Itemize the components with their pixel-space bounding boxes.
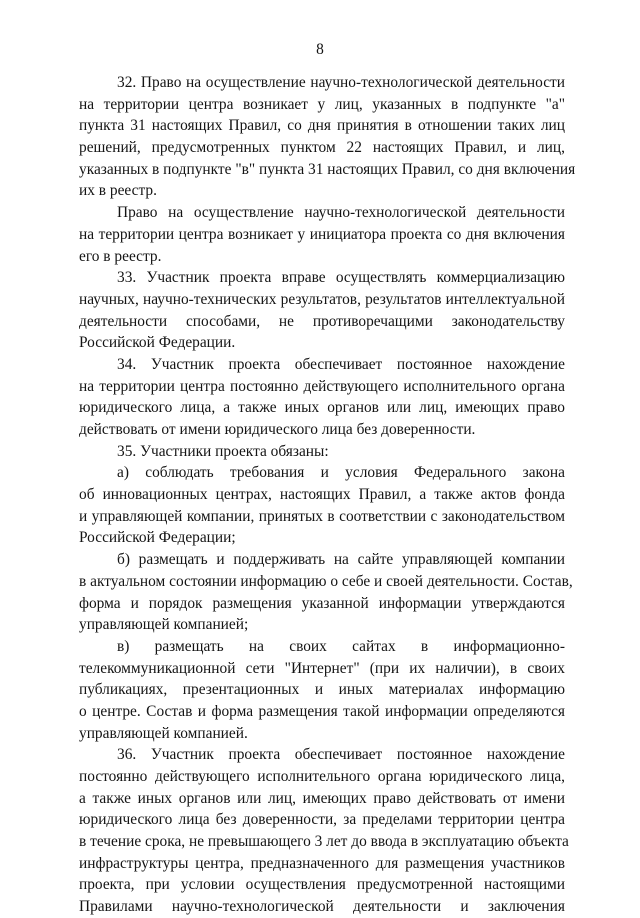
text-line: решений, предусмотренных пунктом 22 настоящих Правил, и лиц,: [79, 139, 565, 157]
text-line: юридического лица, а также иных органов или лиц, имеющих право: [79, 399, 565, 417]
text-line: на территории центра возникает у лиц, указанных в подпункте "а": [79, 95, 565, 113]
text-line: Право на осуществление научно-технологической деятельности: [117, 204, 565, 222]
text-line: юридического лица без доверенности, за пределами территории центра: [79, 811, 565, 829]
text-line: 33. Участник проекта вправе осуществлять коммерциализацию: [117, 269, 565, 287]
text-line: 36. Участник проекта обеспечивает постоянное нахождение: [117, 746, 565, 764]
document-body: [79, 72, 576, 918]
text-line: инфраструктуры центра, предназначенного для размещения участников: [79, 854, 565, 872]
text-line: проекта, при условии осуществления предусмотренной настоящими: [79, 876, 565, 894]
text-line: указанных в подпункте "в" пункта 31 настоящих Правил, со дня включения: [79, 160, 576, 178]
text-line: на территории центра постоянно действующего исполнительного органа: [79, 377, 565, 395]
text-line: в) размещать на своих сайтах в информационно-: [117, 637, 565, 655]
text-line: управляющей компанией;: [79, 616, 249, 634]
text-line: его в реестр.: [79, 247, 162, 265]
text-line: форма и порядок размещения указанной информации утверждаются: [79, 594, 565, 612]
text-line: Правилами научно-технологической деятельности и заключения: [79, 898, 565, 916]
text-line: пункта 31 настоящих Правил, со дня принятия в отношении таких лиц: [79, 117, 565, 135]
text-line: 34. Участник проекта обеспечивает постоянное нахождение: [117, 355, 565, 373]
text-line: а также иных органов или лиц, имеющих право действовать от имени: [79, 789, 565, 807]
text-line: их в реестр.: [79, 182, 157, 200]
text-line: управляющей компанией.: [79, 724, 248, 742]
text-line: и управляющей компании, принятых в соответствии с законодательством: [79, 507, 565, 525]
text-line: Российской Федерации;: [79, 529, 236, 547]
text-line: на территории центра возникает у инициатора проекта со дня включения: [79, 225, 565, 243]
text-line: научных, научно-технических результатов, результатов интеллектуальной: [79, 290, 565, 308]
text-line: деятельности способами, не противоречащими законодательству: [79, 312, 565, 330]
text-line: а) соблюдать требования и условия Федерального закона: [117, 464, 565, 482]
text-line: действовать от имени юридического лица без доверенности.: [79, 421, 476, 438]
text-line: Российской Федерации.: [79, 334, 236, 352]
text-line: публикациях, презентационных и иных материалах информацию: [79, 681, 565, 699]
text-line: постоянно действующего исполнительного органа юридического лица,: [79, 768, 565, 785]
page-number: 8: [316, 41, 324, 58]
text-line: об инновационных центрах, настоящих Правил, а также актов фонда: [79, 486, 565, 504]
text-line: б) размещать и поддерживать на сайте управляющей компании: [117, 551, 565, 569]
text-line: 35. Участники проекта обязаны:: [117, 442, 329, 460]
text-line: в актуальном состоянии информацию о себе и своей деятельности. Состав,: [79, 572, 573, 590]
text-line: в течение срока, не превышающего 3 лет до ввода в эксплуатацию объекта: [79, 833, 569, 851]
text-line: 32. Право на осуществление научно-технологической деятельности: [117, 74, 565, 91]
text-line: телекоммуникационной сети "Интернет" (при их наличии), в своих: [79, 659, 565, 677]
text-line: о центре. Состав и форма размещения такой информации определяются: [79, 702, 565, 720]
